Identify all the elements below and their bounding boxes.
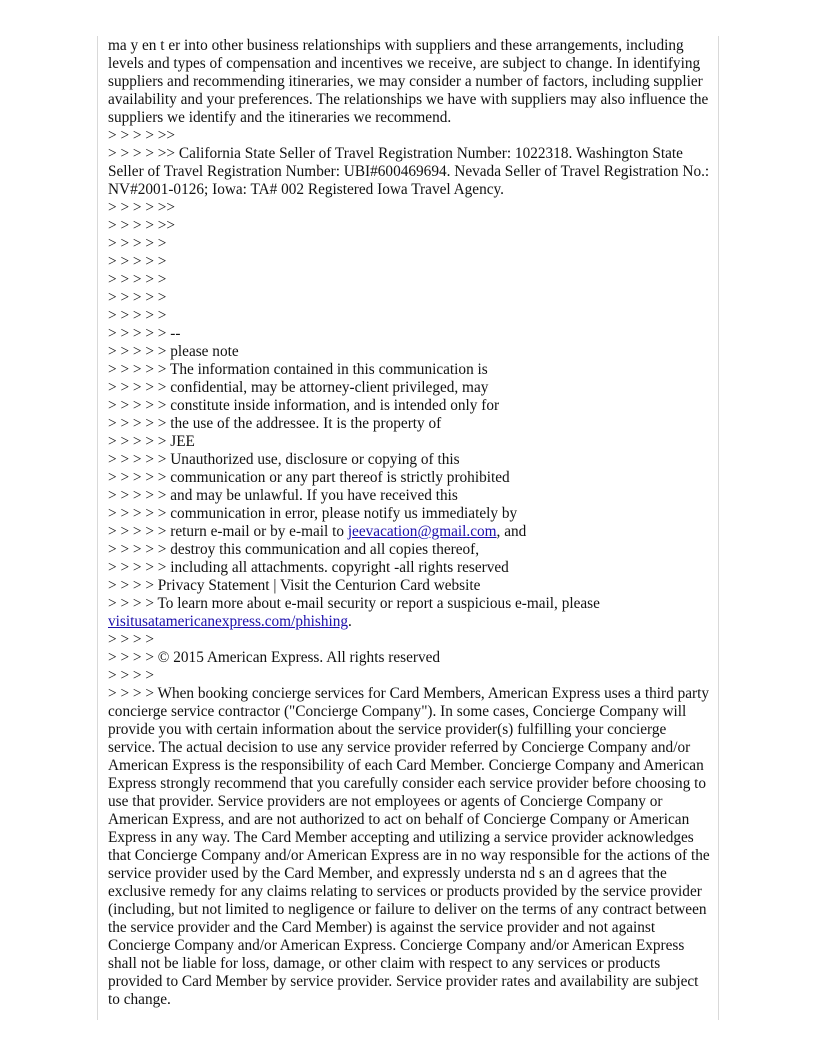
quoted-blank-line: > > > > >> <box>108 127 176 144</box>
quoted-blank-line: > > > > >> <box>108 199 176 216</box>
notice-line: > > > > > JEE <box>108 433 195 450</box>
notice-line: > > > > > communication or any part thereof is strictly prohibited <box>108 469 510 486</box>
quoted-blank-line: > > > > <box>108 667 154 684</box>
quoted-blank-line: > > > > > <box>108 253 167 270</box>
security-suffix: . <box>348 613 352 630</box>
notice-email-prefix: > > > > > return e-mail or by e-mail to <box>108 523 348 540</box>
notice-line: > > > > > destroy this communication and all copies thereof, <box>108 541 480 558</box>
quoted-blank-line: > > > > > <box>108 307 167 324</box>
notice-line: > > > > > and may be unlawful. If you have received this <box>108 487 458 504</box>
quoted-blank-line: > > > > > <box>108 235 167 252</box>
quoted-blank-line: > > > > >> <box>108 217 176 234</box>
notice-line: > > > > > constitute inside information, and is intended only for <box>108 397 500 414</box>
signature-separator: > > > > > -- <box>108 325 181 342</box>
quoted-blank-line: > > > > <box>108 631 154 648</box>
notice-line: > > > > > the use of the addressee. It is the property of <box>108 415 442 432</box>
quoted-blank-line: > > > > > <box>108 271 167 288</box>
notice-line: > > > > > The information contained in this communication is <box>108 361 488 378</box>
registration-paragraph: > > > > >> California State Seller of Travel Registration Number: 1022318. Washington State Seller of Travel Registration Number: UBI#600469694. Nevada Seller of Travel Registration No.: NV#2001-0126; Iowa: TA# 002 Registered Iowa Travel Agency. <box>108 145 710 198</box>
email-link[interactable]: jeevacation@gmail.com <box>347 523 497 540</box>
security-paragraph <box>108 595 714 631</box>
notice-line-email <box>108 523 714 541</box>
notice-line: > > > > > please note <box>108 343 239 360</box>
notice-email-suffix: , and <box>496 523 527 540</box>
copyright-line: > > > > © 2015 American Express. All rights reserved <box>108 649 441 666</box>
notice-line: > > > > > Unauthorized use, disclosure or copying of this <box>108 451 460 468</box>
phishing-link[interactable]: visitusatamericanexpress.com/phishing <box>108 613 349 630</box>
privacy-line: > > > > Privacy Statement | Visit the Centurion Card website <box>108 577 481 594</box>
email-body <box>108 37 714 1009</box>
notice-line: > > > > > communication in error, please notify us immediately by <box>108 505 518 522</box>
concierge-paragraph: > > > > When booking concierge services for Card Members, American Express uses a third party concierge service contractor ("Concierge Company"). In some cases, Concierge Company will provide you with certain information about the service provider(s) fulfilling your concierge service. The actual decision to use any service provider referred by Concierge Company and/or American Express is the responsibility of each Card Member. Concierge Company and American Express strongly recommend that you carefully consider each service provider before choosing to use that provider. Service providers are not employees or agents of Concierge Company or American Express, and are not authorized to act on behalf of Concierge Company or American Express in any way. The Card Member accepting and utilizing a service provider acknowledges that Concierge Company and/or American Express are in no way responsible for the actions of the service provider used by the Card Member, and expressly understa nd s an d agrees that the exclusive remedy for any claims relating to services or products provided by the service provider (including, but not limited to negligence or failure to deliver on the terms of any contract between the service provider and the Card Member) is against the service provider and not against Concierge Company and/or American Express. Concierge Company and/or American Express shall not be liable for loss, damage, or other claim with respect to any services or products provided to Card Member by service provider. Service provider rates and availability are subject to change. <box>108 685 710 1008</box>
quoted-blank-line: > > > > > <box>108 289 167 306</box>
notice-line: > > > > > including all attachments. copyright -all rights reserved <box>108 559 509 576</box>
security-prefix: > > > > To learn more about e-mail security or report a suspicious e-mail, please <box>108 595 600 612</box>
intro-paragraph: ma y en t er into other business relationships with suppliers and these arrangements, including levels and types of compensation and incentives we receive, are subject to change. In identifying suppliers and recommending itineraries, we may consider a number of factors, including supplier availability and your preferences. The relationships we have with suppliers may also influence the suppliers we identify and the itineraries we recommend. <box>108 37 709 126</box>
notice-line: > > > > > confidential, may be attorney-client privileged, may <box>108 379 489 396</box>
